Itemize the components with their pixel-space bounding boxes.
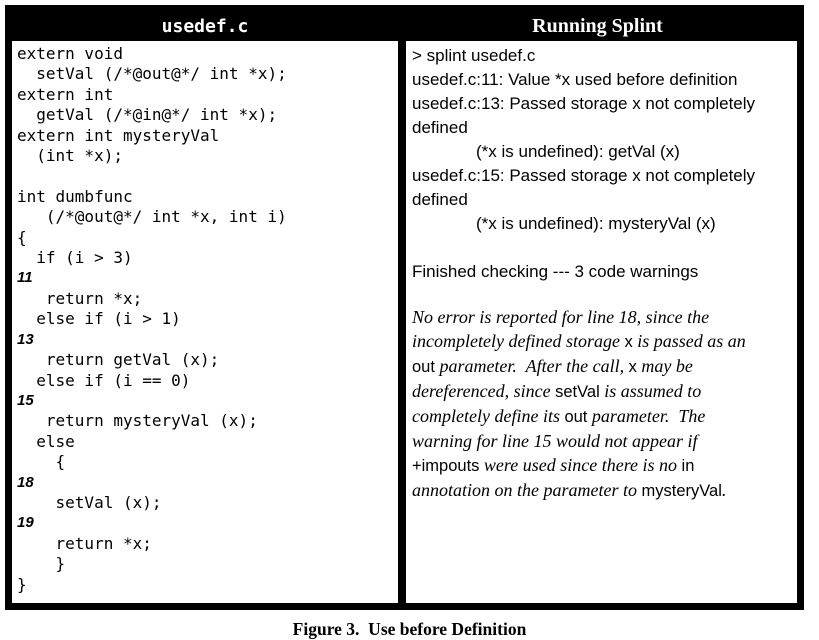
line-number: 18 [17,473,34,491]
splint-output [412,44,793,284]
code-text: int dumbfunc [17,186,133,206]
code-text: setVal (x); [17,492,162,512]
commentary-line [412,404,793,429]
code-term: setVal [555,383,600,401]
code-text: setVal (/*@out@*/ int *x); [17,64,287,84]
table-header [12,12,797,41]
code-line [17,207,396,227]
code-line [17,513,396,554]
commentary-text: may be [636,356,693,376]
table-body [12,41,797,603]
code-term: out [412,358,435,376]
terminal-line: defined [412,190,468,209]
code-text: (int *x); [17,146,123,166]
code-line [17,126,396,146]
right-column-header: Running Splint [532,15,663,37]
code-line [17,309,396,329]
terminal-line: > splint usedef.c [412,46,536,65]
commentary [412,305,793,503]
commentary-text: parameter. After the call, [434,356,629,376]
code-line [17,268,396,309]
code-term: out [564,408,588,426]
commentary-line [412,329,793,354]
code-text: } [17,554,66,574]
commentary-text: completely define its [412,406,565,426]
code-text: return getVal (x); [17,350,220,370]
code-text: extern int mysteryVal [17,125,220,145]
code-line [17,187,396,207]
code-term: in [681,457,695,475]
code-term: mysteryVal [641,482,722,500]
commentary-line [412,429,793,453]
line-number: 19 [17,514,34,532]
code-text: else [17,431,75,451]
commentary-text: warning for line 15 would not appear if [412,431,698,451]
code-text: extern int [17,84,114,104]
code-line [17,248,396,268]
commentary-text: is assumed to [599,381,702,401]
line-number: 15 [17,391,34,409]
code-line [17,575,396,595]
code-line [17,554,396,574]
code-text: { [17,452,66,472]
code-text: else if (i == 0) [17,370,191,390]
code-line [17,228,396,248]
terminal-line: Finished checking --- 3 code warnings [412,262,699,281]
commentary-line [412,354,793,379]
code-line [17,44,396,64]
code-term: x [624,333,633,351]
code-line [17,391,396,432]
commentary-text: parameter. The [587,406,706,426]
terminal-line: (*x is undefined): getVal (x) [476,142,680,161]
code-line [17,371,396,391]
commentary-text: is passed as an [632,331,746,351]
code-text: return mysteryVal (x); [17,411,258,431]
code-line [17,432,396,452]
code-line [17,146,396,166]
commentary-text: No error is reported for line 18, since the [412,307,710,327]
terminal-line: defined [412,118,468,137]
code-text: return *x; [17,533,152,553]
code-line [17,105,396,125]
commentary-text: . [721,480,727,500]
code-text: return *x; [17,288,143,308]
left-column-header: usedef.c [161,16,249,37]
code-term: x [628,358,637,376]
code-text: (/*@out@*/ int *x, int i) [17,207,287,227]
code-line [17,330,396,371]
terminal-line [412,236,793,260]
code-text: if (i > 3) [17,248,133,268]
code-text [17,166,27,185]
code-term: +impouts [412,457,480,475]
commentary-line [412,305,793,329]
code-text: extern void [17,44,123,63]
code-line [17,64,396,84]
terminal-line: (*x is undefined): mysteryVal (x) [476,214,716,233]
code-line [17,452,396,472]
code-text: getVal (/*@in@*/ int *x); [17,105,278,125]
commentary-text: annotation on the parameter to [412,480,642,500]
terminal-line: usedef.c:13: Passed storage x not completely [412,94,756,113]
commentary-text: dereferenced, since [412,381,556,401]
code-line [17,473,396,514]
terminal-line: usedef.c:11: Value *x used before definition [412,70,738,89]
line-number: 13 [17,330,34,348]
code-line [17,166,396,186]
commentary-line [412,379,793,404]
figure-caption: Figure 3. Use before Definition [292,618,527,639]
line-number: 11 [17,269,33,287]
commentary-text: incompletely defined storage [412,331,625,351]
code-text: else if (i > 1) [17,309,181,329]
terminal-line: usedef.c:15: Passed storage x not completely [412,166,756,185]
splint-output-cell [406,41,797,603]
code-text: { [17,227,27,247]
commentary-line [412,453,793,478]
commentary-text: were used since there is no [479,455,682,475]
commentary-line [412,478,793,503]
code-text: } [17,574,27,594]
splint-example-table [5,5,804,610]
code-listing [12,41,398,603]
code-line [17,85,396,105]
